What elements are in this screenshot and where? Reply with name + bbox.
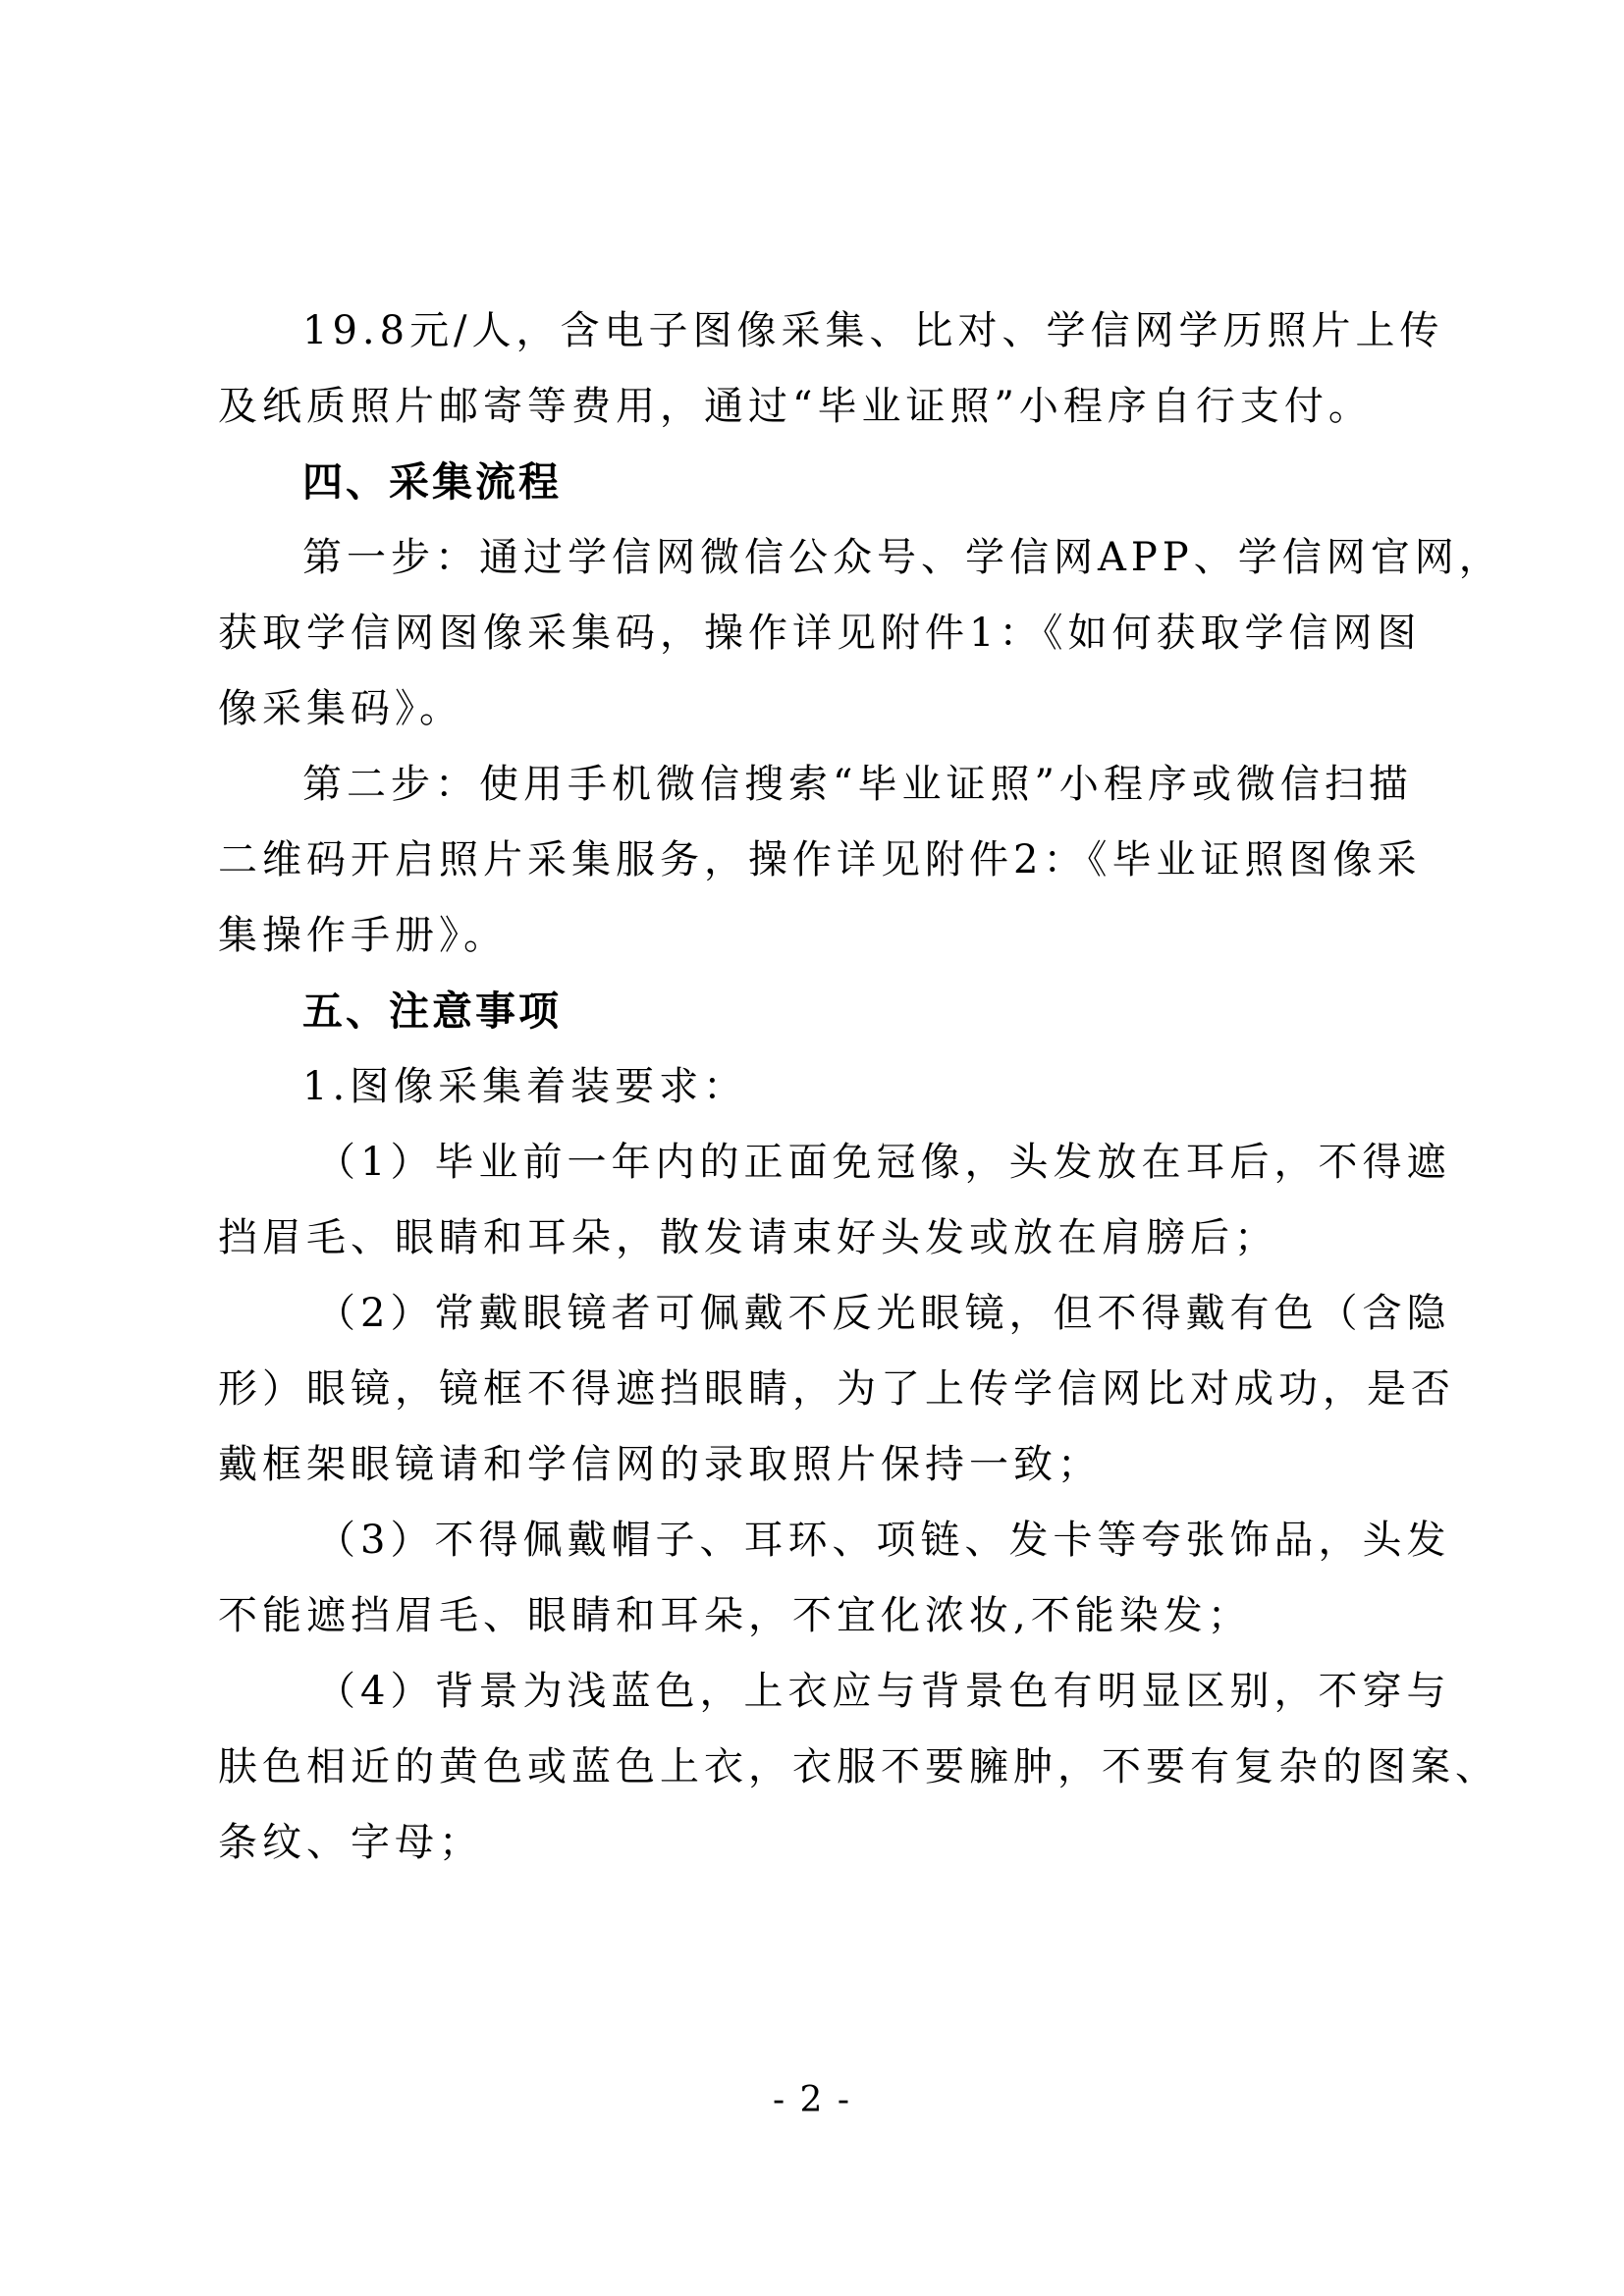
body-line: 1.图像采集着装要求：: [302, 1064, 748, 1109]
page-number: - 2 -: [772, 2080, 852, 2120]
body-line: （4）背景为浅蓝色，上衣应与背景色有明显区别，不穿与: [316, 1669, 1451, 1714]
body-line: 肤色相近的黄色或蓝色上衣，衣服不要臃肿，不要有复杂的图案、: [218, 1744, 1499, 1789]
section-heading-collection-process: 四、采集流程: [302, 458, 562, 506]
body-line: 19.8元/人，含电子图像采集、比对、学信网学历照片上传: [302, 308, 1444, 353]
body-line: 挡眉毛、眼睛和耳朵，散发请束好头发或放在肩膀后；: [218, 1215, 1278, 1260]
body-line: 集操作手册》。: [218, 913, 508, 958]
body-line: （2）常戴眼镜者可佩戴不反光眼镜，但不得戴有色（含隐: [316, 1291, 1451, 1336]
body-line: 及纸质照片邮寄等费用，通过“毕业证照”小程序自行支付。: [218, 384, 1373, 429]
body-line: 第二步：使用手机微信搜索“毕业证照”小程序或微信扫描: [302, 762, 1413, 807]
body-line: 二维码开启照片采集服务，操作详见附件2：《毕业证照图像采: [218, 837, 1422, 882]
body-line: （3）不得佩戴帽子、耳环、项链、发卡等夸张饰品，头发: [316, 1518, 1451, 1563]
body-line: 第一步：通过学信网微信公众号、学信网APP、学信网官网，: [302, 535, 1503, 580]
body-line: 形）眼镜，镜框不得遮挡眼睛，为了上传学信网比对成功，是否: [218, 1366, 1455, 1412]
body-line: 戴框架眼镜请和学信网的录取照片保持一致；: [218, 1442, 1102, 1487]
section-heading-notes: 五、注意事项: [302, 988, 562, 1035]
body-line: 不能遮挡眉毛、眼睛和耳朵，不宜化浓妆,不能染发；: [218, 1593, 1252, 1638]
body-line: 条纹、字母；: [218, 1820, 483, 1865]
body-line: 像采集码》。: [218, 686, 463, 731]
body-line: （1）毕业前一年内的正面免冠像，头发放在耳后，不得遮: [316, 1140, 1451, 1185]
body-line: 获取学信网图像采集码，操作详见附件1：《如何获取学信网图: [218, 611, 1422, 656]
